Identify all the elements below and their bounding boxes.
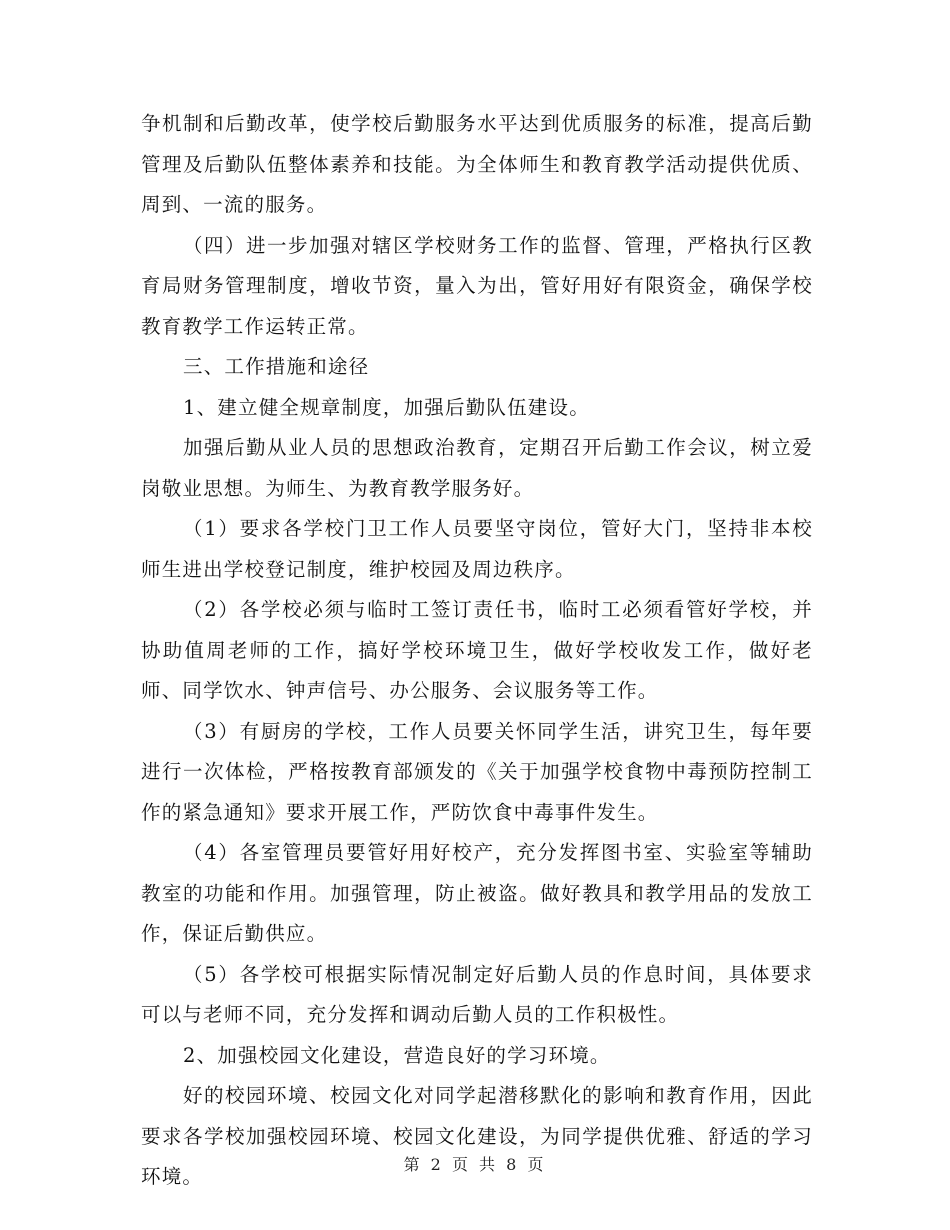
list-item-1: （1）要求各学校门卫工作人员要坚守岗位，管好大门，坚持非本校师生进出学校登记制度，维护校园及周边秩序。 (141, 517, 813, 581)
paragraph-1: 争机制和后勤改革，使学校后勤服务水平达到优质服务的标准，提高后勤管理及后勤队伍整体素养和技能。为全体师生和教育教学活动提供优质、周到、一流的服务。 (141, 112, 813, 216)
section-heading-3: 三、工作措施和途径 (183, 355, 370, 378)
paragraph-12: 好的校园环境、校园文化对同学起潜移默化的影响和教育作用，因此要求各学校加强校园环境、校园文化建设，为同学提供优雅、舒适的学习环境。 (141, 1084, 813, 1188)
list-item-2: （2）各学校必须与临时工签订责任书，临时工必须看管好学校，并协助值周老师的工作，搞好学校环境卫生，做好学校收发工作，做好老师、同学饮水、钟声信号、办公服务、会议服务等工作。 (141, 598, 813, 702)
document-body (141, 104, 813, 1198)
paragraph-2: （四）进一步加强对辖区学校财务工作的监督、管理，严格执行区教育局财务管理制度，增收节资，量入为出，管好用好有限资金，确保学校教育教学工作运转正常。 (141, 233, 813, 338)
list-item-5: （5）各学校可根据实际情况制定好后勤人员的作息时间，具体要求可以与老师不同，充分发挥和调动后勤人员的工作积极性。 (141, 962, 813, 1026)
page-number-footer: 第 2 页 共 8 页 (403, 1155, 547, 1174)
subheading-2: 2、加强校园文化建设，营造良好的学习环境。 (183, 1043, 611, 1067)
list-item-3: （3）有厨房的学校，工作人员要关怀同学生活，讲究卫生，每年要进行一次体检，严格按教育部颁发的《关于加强学校食物中毒预防控制工作的紧急通知》要求开展工作，严防饮食中毒事件发生。 (141, 719, 813, 824)
subheading-1: 1、建立健全规章制度，加强后勤队伍建设。 (183, 395, 590, 419)
paragraph-5: 加强后勤从业人员的思想政治教育，定期召开后勤工作会议，树立爱岗敬业思想。为师生、为教育教学服务好。 (141, 436, 813, 500)
list-item-4: （4）各室管理员要管好用好校产，充分发挥图书室、实验室等辅助教室的功能和作用。加强管理，防止被盗。做好教具和教学用品的发放工作，保证后勤供应。 (141, 841, 813, 945)
